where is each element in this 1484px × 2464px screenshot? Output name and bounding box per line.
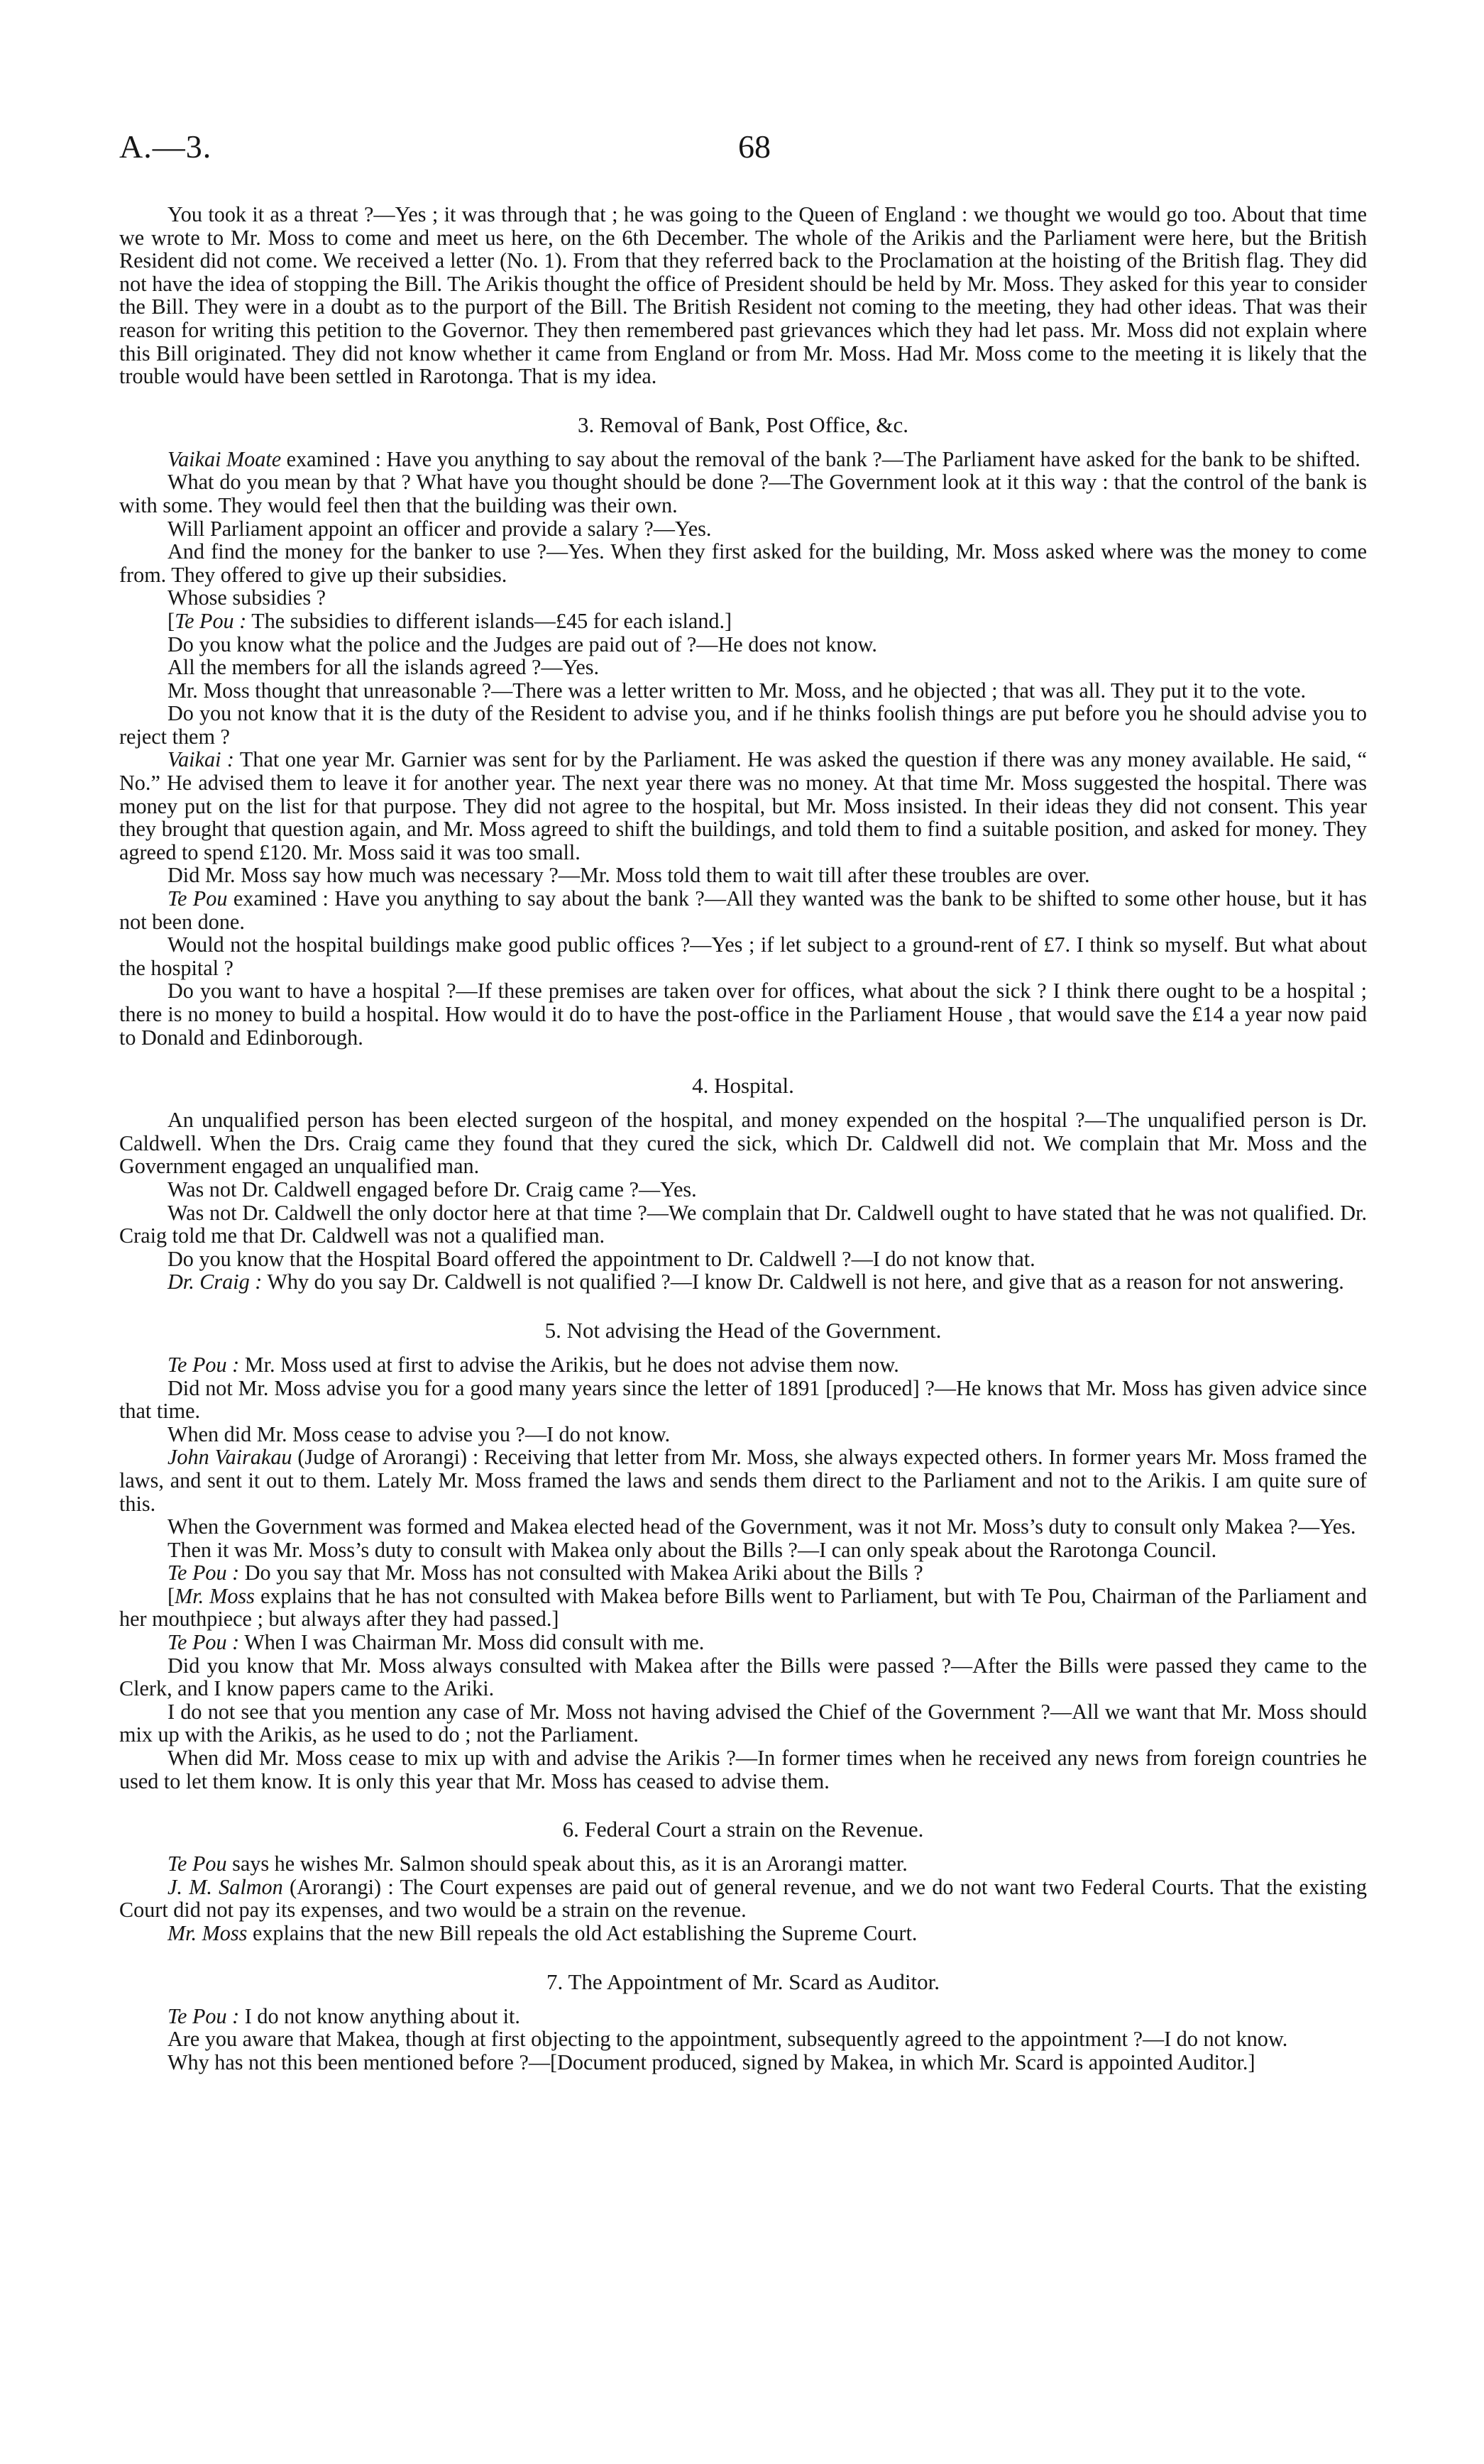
page-number: 68 xyxy=(738,128,771,165)
paragraph: Te Pou : Do you say that Mr. Moss has not consulted with Makea Ariki about the Bills ? xyxy=(167,1561,923,1585)
paragraph: [Mr. Moss explains that he has not consulted with Makea before Bills went to Parliament, but with Te Pou, Chairman of the Parliament and her mouthpiece ; but always after they had passed.] xyxy=(119,1583,1367,1632)
paragraph: And find the money for the banker to use ?—Yes. When they first asked for the building, Mr. Moss asked where was the money to come from. They offered to give up their subsidies. xyxy=(119,539,1367,587)
paragraph: Did you know that Mr. Moss always consulted with Makea after the Bills were passed ?—After the Bills were passed they came to the Clerk, and I know papers came to the Ariki. xyxy=(119,1653,1367,1701)
speaker-name: Te Pou : xyxy=(175,608,247,633)
speaker-name: Te Pou : xyxy=(167,1352,240,1377)
paragraph: Do you know what the police and the Judges are paid out of ?—He does not know. xyxy=(167,632,877,656)
section-heading-not-advising: 5. Not advising the Head of the Government. xyxy=(544,1317,942,1343)
paragraph: John Vairakau (Judge of Arorangi) : Receiving that letter from Mr. Moss, she always expected others. In former years Mr. Moss framed the laws, and sent it out to them. Lately Mr. Moss framed the laws and sends them direct to the Parliament and not to the Arikis. I am quite sure of this. xyxy=(119,1445,1367,1516)
paragraph: Did Mr. Moss say how much was necessary ?—Mr. Moss told them to wait till after these troubles are over. xyxy=(167,863,1090,888)
section-heading-auditor: 7. The Appointment of Mr. Scard as Auditor. xyxy=(546,1969,940,1994)
speaker-name: J. M. Salmon xyxy=(167,1874,283,1899)
speaker-name: Te Pou : xyxy=(167,2003,240,2028)
document-code: A.—3. xyxy=(119,128,212,165)
paragraph: Was not Dr. Caldwell engaged before Dr. Craig came ?—Yes. xyxy=(167,1177,697,1201)
speaker-name: Te Pou xyxy=(167,1852,227,1876)
paragraph: Do you know that the Hospital Board offered the appointment to Dr. Caldwell ?—I do not know that. xyxy=(167,1246,1035,1271)
paragraph: When did Mr. Moss cease to mix up with and advise the Arikis ?—In former times when he received any news from foreign countries he used to let them know. It is only this year that Mr. Moss has ceased to advise them. xyxy=(119,1746,1367,1793)
paragraph: Will Parliament appoint an officer and provide a salary ?—Yes. xyxy=(167,516,712,541)
speaker-name: Te Pou : xyxy=(167,1561,240,1585)
paragraph: Whose subsidies ? xyxy=(167,585,326,610)
document-body xyxy=(119,203,1367,2074)
paragraph: Mr. Moss thought that unreasonable ?—There was a letter written to Mr. Moss, and he objected ; that was all. They put it to the vote. xyxy=(167,678,1307,703)
paragraph: What do you mean by that ? What have you thought should be done ?—The Government look at it this way : that the control of the bank is with some. They would feel then that the building was their own. xyxy=(119,470,1367,517)
paragraph: I do not see that you mention any case of Mr. Moss not having advised the Chief of the Government ?—All we want that Mr. Moss should mix up with the Arikis, as he used to do ; not the Parliament. xyxy=(119,1699,1367,1747)
speaker-name: Mr. Moss xyxy=(175,1583,255,1608)
paragraph: Te Pou : When I was Chairman Mr. Moss did consult with me. xyxy=(167,1630,705,1655)
paragraph: Mr. Moss explains that the new Bill repeals the old Act establishing the Supreme Court. xyxy=(167,1921,918,1945)
paragraph: Do you want to have a hospital ?—If these premises are taken over for offices, what about the sick ? I think there ought to be a hospital ; there is no money to build a hospital. How would it do to have the post-office in the Parliament House , that would save the £14 a year now paid to Donald and Edinborough. xyxy=(119,979,1367,1050)
paragraph: Do you not know that it is the duty of the Resident to advise you, and if he thinks foolish things are put before you he should advise you to reject them ? xyxy=(119,701,1367,749)
speaker-name: Mr. Moss xyxy=(167,1921,248,1945)
speaker-name: Te Pou xyxy=(167,886,228,911)
paragraph: [Te Pou : The subsidies to different islands—£45 for each island.] xyxy=(167,608,732,633)
speaker-name: Dr. Craig : xyxy=(167,1270,263,1294)
paragraph: Then it was Mr. Moss’s duty to consult with Makea only about the Bills ?—I can only speak about the Rarotonga Council. xyxy=(167,1537,1217,1562)
paragraph: Te Pou says he wishes Mr. Salmon should speak about this, as it is an Arorangi matter. xyxy=(167,1852,908,1876)
paragraph: Did not Mr. Moss advise you for a good many years since the letter of 1891 [produced] ?—He knows that Mr. Moss has given advice since that time. xyxy=(119,1375,1367,1424)
paragraph: Would not the hospital buildings make good public offices ?—Yes ; if let subject to a ground-rent of £7. I think so myself. But what about the hospital ? xyxy=(119,933,1367,980)
speaker-name: John Vairakau xyxy=(167,1445,292,1470)
paragraph: When did Mr. Moss cease to advise you ?—I do not know. xyxy=(167,1421,671,1446)
section-heading-hospital: 4. Hospital. xyxy=(692,1073,794,1099)
paragraph: Why has not this been mentioned before ?—[Document produced, signed by Makea, in which Mr. Scard is appointed Auditor.] xyxy=(167,2050,1255,2074)
paragraph: Vaikai : That one year Mr. Garnier was sent for by the Parliament. He was asked the question if there was any money available. He said, “ No.” He advised them to leave it for another year. The next year there was no money. At that time Mr. Moss suggested the hospital. There was money put on the list for that purpose. They did not agree to the hospital, but Mr. Moss insisted. In their ideas they did not consent. This year they brought that question again, and Mr. Moss agreed to shift the buildings, and told them to find a suitable position, and asked for money. They agreed to spend £120. Mr. Moss said it was too small. xyxy=(119,747,1367,864)
paragraph: Are you aware that Makea, though at first objecting to the appointment, subsequently agreed to the appointment ?—I do not know. xyxy=(167,2027,1288,2052)
paragraph: Te Pou examined : Have you anything to say about the bank ?—All they wanted was the bank to be shifted to some other house, but it has not been done. xyxy=(119,886,1367,934)
paragraph: Was not Dr. Caldwell the only doctor here at that time ?—We complain that Dr. Caldwell ought to have stated that he was not qualified. Dr. Craig told me that Dr. Caldwell was not a qualified man. xyxy=(119,1200,1367,1248)
paragraph: Dr. Craig : Why do you say Dr. Caldwell is not qualified ?—I know Dr. Caldwell is not here, and give that as a reason for not answering. xyxy=(167,1270,1344,1294)
intro-paragraph: You took it as a threat ?—Yes ; it was through that ; he was going to the Queen of England : we thought we would go too. About that time we wrote to Mr. Moss to come and meet us here, on the 6th December. The whole of the Arikis and the Parliament were here, but the British Resident did not come. We received a letter (No. 1). From that they referred back to the Proclamation at the hoisting of the British flag. They did not have the idea of stopping the Bill. The Arikis thought the office of President should be held by Mr. Moss. They asked for this year to consider the Bill. They were in a doubt as to the purport of the Bill. The British Resident not coming to the meeting, they had other ideas. That was their reason for writing this petition to the Governor. They then remembered past grievances which they had let pass. Mr. Moss did not explain where this Bill originated. They did not know whether it came from England or from Mr. Moss. Had Mr. Moss come to the meeting it is likely that the trouble would have been settled in Rarotonga. That is my idea. xyxy=(119,202,1367,389)
section-heading-federal-court: 6. Federal Court a strain on the Revenue. xyxy=(562,1817,924,1842)
paragraph: All the members for all the islands agreed ?—Yes. xyxy=(167,655,600,680)
speaker-name: Vaikai : xyxy=(167,747,234,772)
paragraph: Te Pou : Mr. Moss used at first to advise the Arikis, but he does not advise them now. xyxy=(167,1352,899,1377)
paragraph: Te Pou : I do not know anything about it. xyxy=(167,2003,520,2028)
paragraph: Vaikai Moate examined : Have you anything to say about the removal of the bank ?—The Parliament have asked for the bank to be shifted. xyxy=(167,446,1361,471)
paragraph: An unqualified person has been elected surgeon of the hospital, and money expended on the hospital ?—The unqualified person is Dr. Caldwell. When the Drs. Craig came they found that they cured the sick, which Dr. Caldwell did not. We complain that Mr. Moss and the Government engaged an unqualified man. xyxy=(119,1108,1367,1179)
paragraph: When the Government was formed and Makea elected head of the Government, was it not Mr. Moss’s duty to consult only Makea ?—Yes. xyxy=(167,1514,1356,1539)
speaker-name: Te Pou : xyxy=(167,1630,240,1655)
paragraph: J. M. Salmon (Arorangi) : The Court expenses are paid out of general revenue, and we do not want two Federal Courts. That the existing Court did not pay its expenses, and two would be a strain on the revenue. xyxy=(119,1874,1368,1923)
speaker-name: Vaikai Moate xyxy=(167,446,282,471)
section-heading-removal-of-bank: 3. Removal of Bank, Post Office, &c. xyxy=(577,412,909,437)
